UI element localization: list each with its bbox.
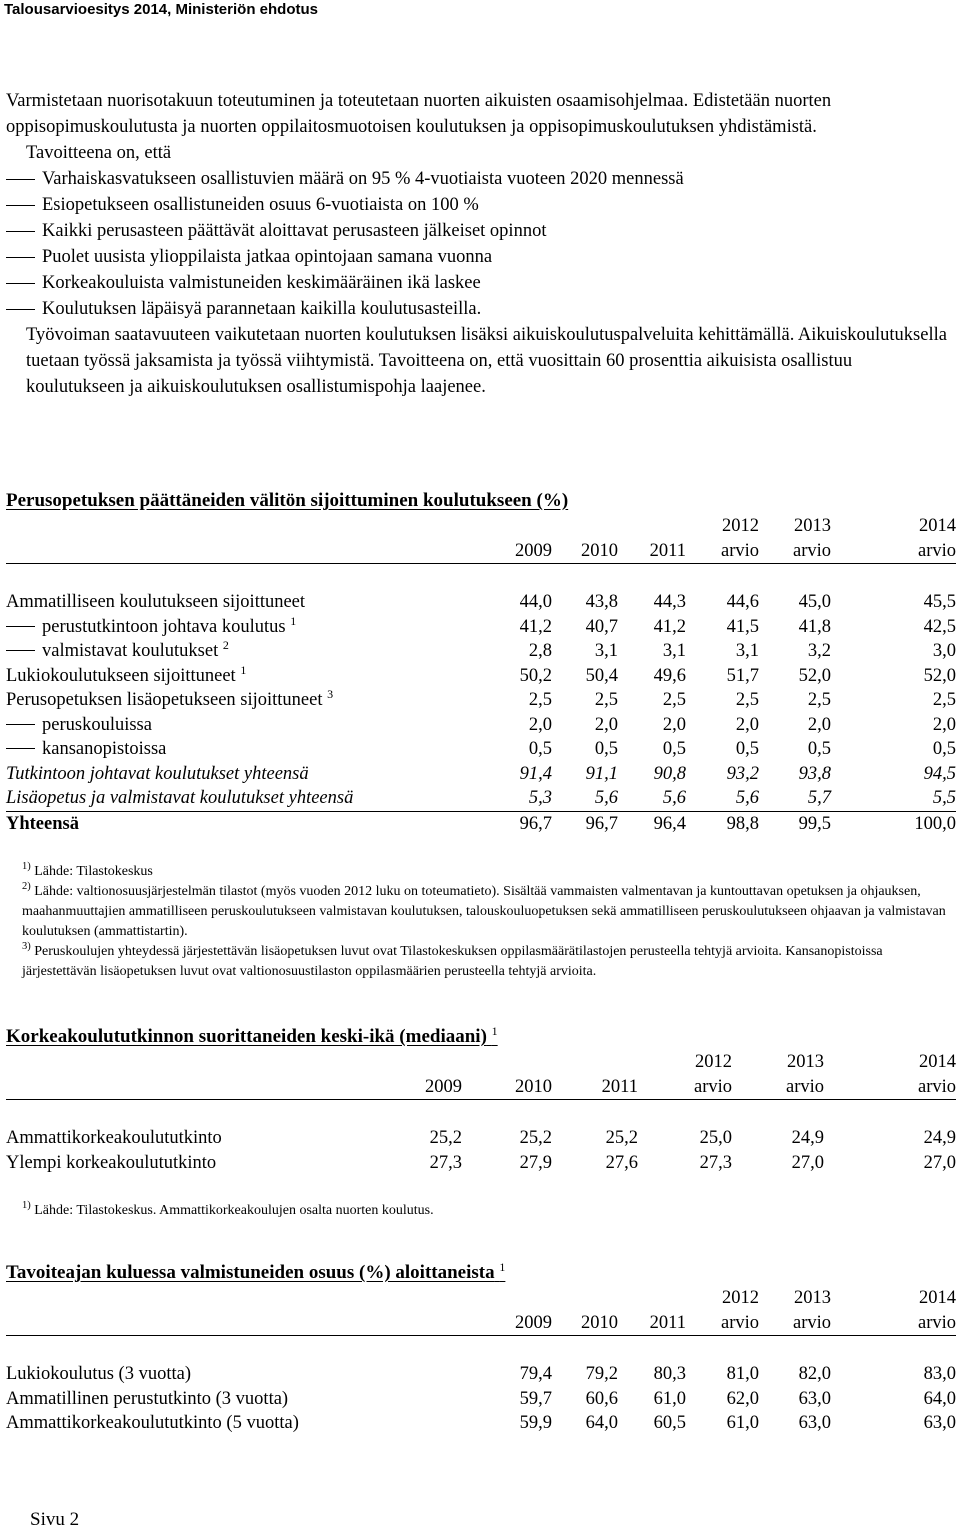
table-cell: 50,4	[585, 665, 618, 686]
goal-item: Varhaiskasvatukseen osallistuvien määrä on 95 % 4-vuotiaista vuoteen 2020 mennessä	[6, 166, 954, 192]
table-cell: 79,4	[519, 1364, 552, 1384]
row-label: peruskouluissa	[6, 713, 476, 738]
table-cell: 41,5	[726, 616, 759, 637]
table-cell: 5,7	[807, 788, 831, 808]
table-cell: 24,9	[923, 1128, 956, 1148]
column-header: 2012 arvio	[686, 1286, 759, 1336]
table-cell: 60,6	[585, 1388, 618, 1409]
column-header: 2010	[552, 1286, 618, 1336]
table-cell: 2,8	[528, 641, 552, 661]
column-header: 2012 arvio	[686, 514, 759, 564]
table-cell: 93,2	[726, 763, 759, 784]
table-cell: 27,3	[699, 1152, 732, 1173]
row-label: Ammattikorkeakoulututkinto	[6, 1128, 222, 1148]
table-cell: 0,5	[735, 739, 759, 759]
table-cell: 64,0	[923, 1388, 956, 1409]
table-cell: 25,2	[519, 1128, 552, 1148]
table-cell: 63,0	[923, 1413, 956, 1433]
placement-table	[6, 514, 956, 836]
table-row	[6, 1151, 956, 1176]
column-header: 2010	[552, 514, 618, 564]
table-cell: 45,5	[923, 592, 956, 612]
placement-table-body	[6, 564, 956, 837]
table-cell: 96,7	[552, 811, 618, 836]
row-label: Ammattikorkeakoulututkinto (5 vuotta)	[6, 1413, 299, 1433]
column-header: 2012 arvio	[638, 1050, 732, 1100]
table-row	[6, 1100, 956, 1151]
page-number: Sivu 2	[30, 1509, 80, 1530]
row-label: Ylempi korkeakoulututkinto	[6, 1152, 217, 1173]
dash-marker	[6, 748, 35, 749]
footnote: $^{3)}$ Peruskoulujen yhteydessä järjestettävän lisäopetuksen luvut ovat Tilastokeskuksen oppilasmäärätilastojen perusteella tehtyjä arvioita. Kansanopistoissa järjestettävän lisäopetuksen luvut ovat valtionosuustilaston oppilasmäärien perusteella tehtyjä arvioita.	[22, 941, 883, 979]
table-cell: 62,0	[726, 1388, 759, 1409]
table-cell: 50,2	[519, 665, 552, 686]
table-cell: 41,2	[653, 616, 686, 637]
intro-section	[6, 88, 954, 400]
table-row	[6, 1411, 956, 1436]
row-label: Lisäopetus ja valmistavat koulutukset yhteensä	[6, 788, 354, 808]
goal-list	[6, 166, 954, 322]
completion-rate-table-section	[6, 1260, 956, 1436]
table-cell: 81,0	[726, 1364, 759, 1384]
table-cell: 91,1	[585, 763, 618, 784]
table-row	[6, 564, 956, 615]
table-cell: 0,5	[594, 739, 618, 759]
table-cell: 44,6	[726, 592, 759, 612]
table-row	[6, 786, 956, 811]
row-label: perustutkintoon johtava koulutus $^1$	[6, 615, 476, 640]
table-cell: 59,9	[519, 1413, 552, 1433]
table-header-row	[6, 514, 956, 564]
completion-rate-table-title: Tavoiteajan kuluessa valmistuneiden osuus (%) aloittaneista $^1$	[6, 1260, 506, 1283]
table-cell: 2,5	[594, 690, 618, 710]
table-row	[6, 639, 956, 664]
table-cell: 45,0	[798, 592, 831, 612]
table-cell: 27,6	[605, 1152, 638, 1173]
graduate-age-table-title: Korkeakoulututkinnon suorittaneiden keski-ikä (mediaani) $^1$	[6, 1024, 498, 1047]
intro-paragraph: Varmistetaan nuorisotakuun toteutuminen ja toteutetaan nuorten aikuisten osaamisohjelmaa. Edistetään nuorten oppisopimuskoulutusta ja nuorten oppilaitosmuotoisen koulutuksen ja oppisopimuskoulutuksen yhdistämistä.	[6, 91, 832, 137]
table-cell: 2,0	[735, 714, 759, 735]
table-cell: 51,7	[726, 665, 759, 686]
table-cell: 52,0	[798, 665, 831, 686]
table-header-row	[6, 1286, 956, 1336]
table-header-row	[6, 1050, 956, 1100]
table-cell: 2,0	[662, 714, 686, 735]
column-header: 2011	[618, 514, 686, 564]
table-cell: 99,5	[759, 811, 831, 836]
table-cell: 82,0	[798, 1364, 831, 1384]
table-cell: 3,2	[807, 641, 831, 661]
column-header: 2013 arvio	[759, 1286, 831, 1336]
table-cell: 3,1	[662, 641, 686, 661]
footnote: $^{1)}$ Lähde: Tilastokeskus	[22, 861, 153, 879]
table-cell: 98,8	[686, 811, 759, 836]
table-cell: 40,7	[585, 616, 618, 637]
table-cell: 63,0	[798, 1388, 831, 1409]
column-header: 2014 arvio	[831, 514, 956, 564]
table-cell: 61,0	[653, 1388, 686, 1409]
table-cell: 61,0	[726, 1413, 759, 1433]
row-label: kansanopistoissa	[6, 737, 476, 762]
column-header: 2013 arvio	[759, 514, 831, 564]
table-cell: 93,8	[798, 763, 831, 784]
table-row	[6, 737, 956, 762]
column-header: 2009	[476, 1286, 552, 1336]
table-cell: 2,0	[932, 714, 956, 735]
column-header: 2014 arvio	[824, 1050, 956, 1100]
table-cell: 43,8	[585, 592, 618, 612]
table-cell: 0,5	[662, 739, 686, 759]
table-cell: 2,5	[735, 690, 759, 710]
goal-item: Korkeakouluista valmistuneiden keskimääräinen ikä laskee	[6, 270, 954, 296]
row-label: Yhteensä	[6, 811, 476, 836]
table-cell: 100,0	[831, 811, 956, 836]
row-label: Ammatilliseen koulutukseen sijoittuneet	[6, 592, 306, 612]
table-cell: 63,0	[798, 1413, 831, 1433]
table-cell: 44,0	[519, 592, 552, 612]
goal-lead: Tavoitteena on, että	[26, 143, 172, 163]
dash-marker	[6, 724, 35, 725]
column-header: 2009	[386, 1050, 462, 1100]
row-label: Lukiokoulutus (3 vuotta)	[6, 1364, 191, 1384]
column-header: 2009	[476, 514, 552, 564]
table-cell: 90,8	[653, 763, 686, 784]
row-label: valmistavat koulutukset $^2$	[6, 639, 476, 664]
table-cell: 0,5	[807, 739, 831, 759]
table-cell: 0,5	[528, 739, 552, 759]
table-cell: 27,0	[923, 1152, 956, 1173]
table-cell: 25,2	[605, 1128, 638, 1148]
goal-item: Puolet uusista ylioppilaista jatkaa opintojaan samana vuonna	[6, 244, 954, 270]
table-cell: 27,9	[519, 1152, 552, 1173]
table-cell: 80,3	[653, 1364, 686, 1384]
table-row	[6, 713, 956, 738]
table-cell: 96,7	[476, 811, 552, 836]
document-header: Talousarvioesitys 2014, Ministeriön ehdotus	[4, 1, 318, 18]
table-row	[6, 615, 956, 640]
table-cell: 59,7	[519, 1388, 552, 1409]
footnote: $^{2)}$ Lähde: valtionosuusjärjestelmän tilastot (myös vuoden 2012 luku on toteumatieto). Sisältää vammaisten valmentavan ja kuntouttavan opetuksen ja ohjauksen, maahanmuuttajien ammatilliseen peruskoulutukseen valmistavan koulutuksen, talouskouluopetuksen sekä ammatilliseen peruskoulutukseen ohjaavan ja valmistavan koulutuksen (ammattistartin).	[22, 881, 946, 939]
table-cell: 27,0	[791, 1152, 824, 1173]
table-row	[6, 811, 956, 836]
dash-marker	[6, 626, 35, 627]
column-header: 2011	[618, 1286, 686, 1336]
table-cell: 60,5	[653, 1413, 686, 1433]
completion-rate-table	[6, 1286, 956, 1436]
placement-footnotes	[6, 862, 956, 982]
row-label: Perusopetuksen lisäopetukseen sijoittuneet $^3$	[6, 687, 334, 710]
table-cell: 41,8	[798, 616, 831, 637]
table-cell: 3,1	[594, 641, 618, 661]
table-row	[6, 664, 956, 689]
row-label: Ammatillinen perustutkinto (3 vuotta)	[6, 1388, 289, 1409]
table-cell: 2,0	[528, 714, 552, 735]
label-column-header	[6, 1050, 386, 1100]
placement-table-section	[6, 488, 956, 982]
table-cell: 3,0	[932, 641, 956, 661]
goal-item: Esiopetukseen osallistuneiden osuus 6-vuotiaista on 100 %	[6, 192, 954, 218]
row-label: Tutkintoon johtavat koulutukset yhteensä	[6, 763, 309, 784]
column-header: 2013 arvio	[732, 1050, 824, 1100]
table-cell: 83,0	[923, 1364, 956, 1384]
graduate-age-table	[6, 1050, 956, 1175]
table-cell: 25,2	[429, 1128, 462, 1148]
table-cell: 5,6	[594, 788, 618, 808]
row-label: Lukiokoulutukseen sijoittuneet $^1$	[6, 662, 247, 686]
table-cell: 2,5	[807, 690, 831, 710]
label-column-header	[6, 514, 476, 564]
table-cell: 0,5	[932, 739, 956, 759]
table-cell: 41,2	[519, 616, 552, 637]
goal-item: Koulutuksen läpäisyä parannetaan kaikilla koulutusasteilla.	[6, 296, 954, 322]
placement-table-title: Perusopetuksen päättäneiden välitön sijoittuminen koulutukseen (%)	[6, 490, 569, 511]
table-cell: 5,5	[932, 788, 956, 808]
table-cell: 64,0	[585, 1413, 618, 1433]
table-row	[6, 762, 956, 787]
table-cell: 24,9	[791, 1128, 824, 1148]
table-cell: 27,3	[429, 1152, 462, 1173]
adult-education-paragraph: Työvoiman saatavuuteen vaikutetaan nuorten koulutuksen lisäksi aikuiskoulutuspalveluita kehittämällä. Aikuiskoulutuksella tuetaan työssä jaksamista ja työssä viihtymistä. Tavoitteena on, että vuosittain 60 prosenttia aikuisista osallistuu koulutukseen ja aikuiskoulutuksen osallistumispohja laajenee.	[26, 325, 947, 397]
table-cell: 96,4	[618, 811, 686, 836]
table-cell: 2,5	[932, 690, 956, 710]
label-column-header	[6, 1286, 476, 1336]
graduate-age-footnote: $^{1)}$ Lähde: Tilastokeskus. Ammattikorkeakoulujen osalta nuorten koulutus.	[22, 1200, 434, 1218]
table-cell: 5,3	[528, 788, 552, 808]
table-cell: 5,6	[662, 788, 686, 808]
graduate-age-table-body	[6, 1100, 956, 1176]
table-cell: 44,3	[653, 592, 686, 612]
table-cell: 49,6	[653, 665, 686, 686]
table-cell: 2,5	[662, 690, 686, 710]
column-header: 2011	[552, 1050, 638, 1100]
table-cell: 5,6	[735, 788, 759, 808]
dash-marker	[6, 650, 35, 651]
column-header: 2010	[462, 1050, 552, 1100]
table-cell: 79,2	[585, 1364, 618, 1384]
column-header: 2014 arvio	[831, 1286, 956, 1336]
table-cell: 94,5	[923, 763, 956, 784]
table-row	[6, 1387, 956, 1412]
table-cell: 91,4	[519, 763, 552, 784]
goal-item: Kaikki perusasteen päättävät aloittavat perusasteen jälkeiset opinnot	[6, 218, 954, 244]
table-cell: 42,5	[923, 616, 956, 637]
table-row	[6, 1336, 956, 1387]
table-row	[6, 688, 956, 713]
table-cell: 3,1	[735, 641, 759, 661]
table-cell: 2,0	[807, 714, 831, 735]
table-cell: 52,0	[923, 665, 956, 686]
completion-rate-table-body	[6, 1336, 956, 1436]
table-cell: 2,0	[594, 714, 618, 735]
graduate-age-table-section	[6, 1024, 956, 1221]
table-cell: 2,5	[528, 690, 552, 710]
table-cell: 25,0	[699, 1128, 732, 1148]
